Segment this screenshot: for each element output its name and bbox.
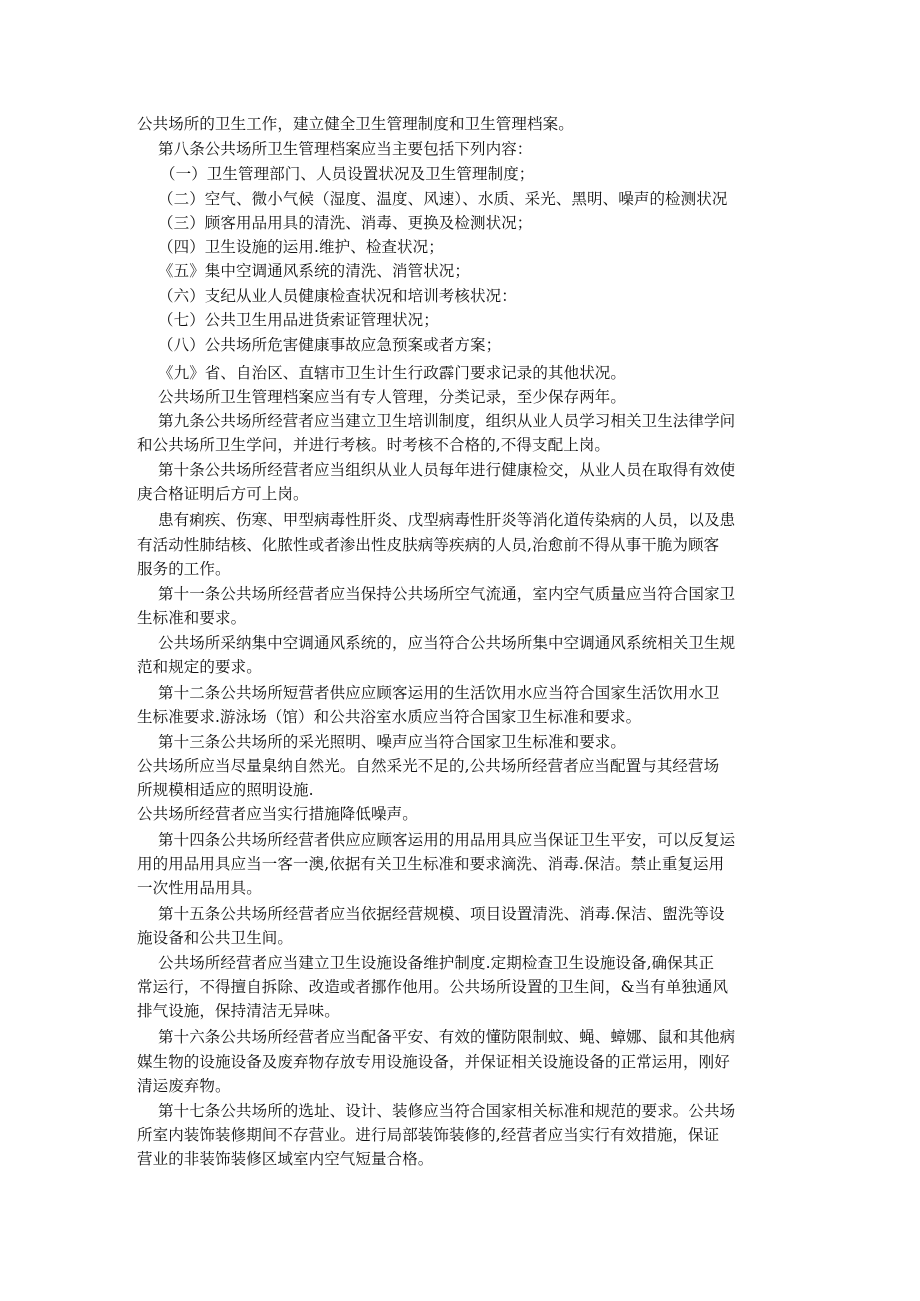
- text-line: 媒生物的设施设备及废弃物存放专用设施设备，并保证相关设施设备的正常运用，刚好: [137, 1053, 730, 1071]
- text-line: （三）顾客用品用具的清洗、消毒、更换及检测状况；: [158, 214, 533, 232]
- text-line: 排气设施，保持清洁无异味。: [137, 1002, 340, 1020]
- text-line: （七）公共卫生用品进货索证管理状况；: [158, 311, 439, 329]
- text-line: 所室内装饰装修期间不存营业。进行局部装饰装修的,经营者应当实行有效措施，保证: [137, 1126, 720, 1144]
- text-line: 《九》省、自治区、直辖市卫生计生行政霹门要求记录的其他状况。: [158, 364, 627, 382]
- text-line: 范和规定的要求。: [137, 658, 262, 676]
- text-line: 公共场所的卫生工作，建立健全卫生管理制度和卫生管理档案。: [137, 115, 574, 133]
- text-line: 第十六条公共场所经营者应当配备平安、有效的懂防限制蚊、蝇、蟑娜、鼠和其他病: [158, 1028, 736, 1046]
- text-line: 所规模相适应的照明设施.: [137, 781, 314, 799]
- text-line: 服务的工作。: [137, 560, 231, 578]
- text-line: （六）支纪从业人员健康检查状况和培训考核状况：: [158, 287, 517, 305]
- text-line: （一）卫生管理部门、人员设置状况及卫生管理制度；: [160, 165, 535, 183]
- text-line: 清运废弃物。: [137, 1077, 231, 1095]
- text-line: 有活动性肺结核、化脓性或者渗出性皮肤病等疾病的人员,治愈前不得从事干脆为顾客: [137, 536, 720, 554]
- text-line: 生标准要求.游泳场（馆）和公共浴室水质应当符合国家卫生标准和要求。: [137, 708, 642, 726]
- text-line: 第十一条公共场所经营者应当保持公共场所空气流通，室内空气质量应当符合国家卫: [158, 585, 736, 603]
- text-line: 施设备和公共卫生间。: [137, 929, 294, 947]
- text-line: 患有痢疾、伤寒、甲型病毒性肝炎、戊型病毒性肝炎等消化道传染病的人员，以及患: [158, 511, 736, 529]
- text-line: 一次性用品用具。: [137, 879, 262, 897]
- text-line: 和公共场所卫生学问，并进行考核。时考核不合格的,不得支配上岗。: [137, 436, 611, 454]
- text-line: 第九条公共场所经营者应当建立卫生培训制度，组织从业人员学习相关卫生法律学问: [158, 412, 736, 430]
- text-line: 第八条公共场所卫生管理档案应当主要包括下列内容：: [158, 140, 533, 158]
- text-line: （四）卫生设施的运用.维护、检查状况；: [158, 238, 444, 256]
- text-line: 营业的非装饰装修区域室内空气短量合格。: [137, 1150, 434, 1168]
- text-line: 公共场所采纳集中空调通风系统的，应当符合公共场所集中空调通风系统相关卫生规: [158, 634, 736, 652]
- text-line: （八）公共场所危害健康事故应急预案或者方案；: [158, 336, 502, 354]
- text-line: 生标准和要求。: [137, 609, 247, 627]
- text-line: 第十五条公共场所经营者应当依据经营规模、项目设置清洗、消毒.保洁、盥洗等设: [158, 905, 725, 923]
- text-line: 第十七条公共场所的选址、设计、装修应当符合国家相关标准和规范的要求。公共场: [158, 1102, 736, 1120]
- text-line: 常运行，不得擅自拆除、改造或者挪作他用。公共场所设置的卫生间，&当有单独通风: [137, 978, 729, 996]
- text-line: 公共场所经营者应当建立卫生设施设备维护制度.定期检查卫生设施设备,确保其正: [158, 954, 715, 972]
- text-line: 公共场所卫生管理档案应当有专人管理，分类记录，至少保存两年。: [158, 388, 627, 406]
- text-line: 公共场所应当尽量臬纳自然光。自然采光不足的,公共场所经营者应当配置与其经营场: [137, 757, 720, 775]
- text-line: 第十二条公共场所短营者供应应顾客运用的生活饮用水应当符合国家生活饮用水卫: [158, 684, 720, 702]
- text-line: 第十四条公共场所经营者供应应顾客运用的用品用具应当保证卫生平安，可以反复运: [158, 831, 736, 849]
- text-line: 第十条公共场所经营者应当组织从业人员每年进行健康检交，从业人员在取得有效使: [158, 461, 736, 479]
- text-line: 第十三条公共场所的采光照明、噪声应当符合国家卫生标准和要求。: [158, 733, 627, 751]
- text-line: （二）空气、微小气候（湿度、温度、风速）、水质、采光、黑明、噪声的检测状况: [158, 190, 728, 208]
- text-line: 庚合格证明后方可上岗。: [137, 485, 309, 503]
- text-line: 用的用品用具应当一客一澳,依据有关卫生标准和要求滴洗、消毒.保洁。禁止重复运用: [137, 855, 725, 873]
- text-line: 《五》集中空调通风系统的清洗、消管状况；: [158, 262, 471, 280]
- text-line: 公共场所经营者应当实行措施降低噪声。: [137, 805, 418, 823]
